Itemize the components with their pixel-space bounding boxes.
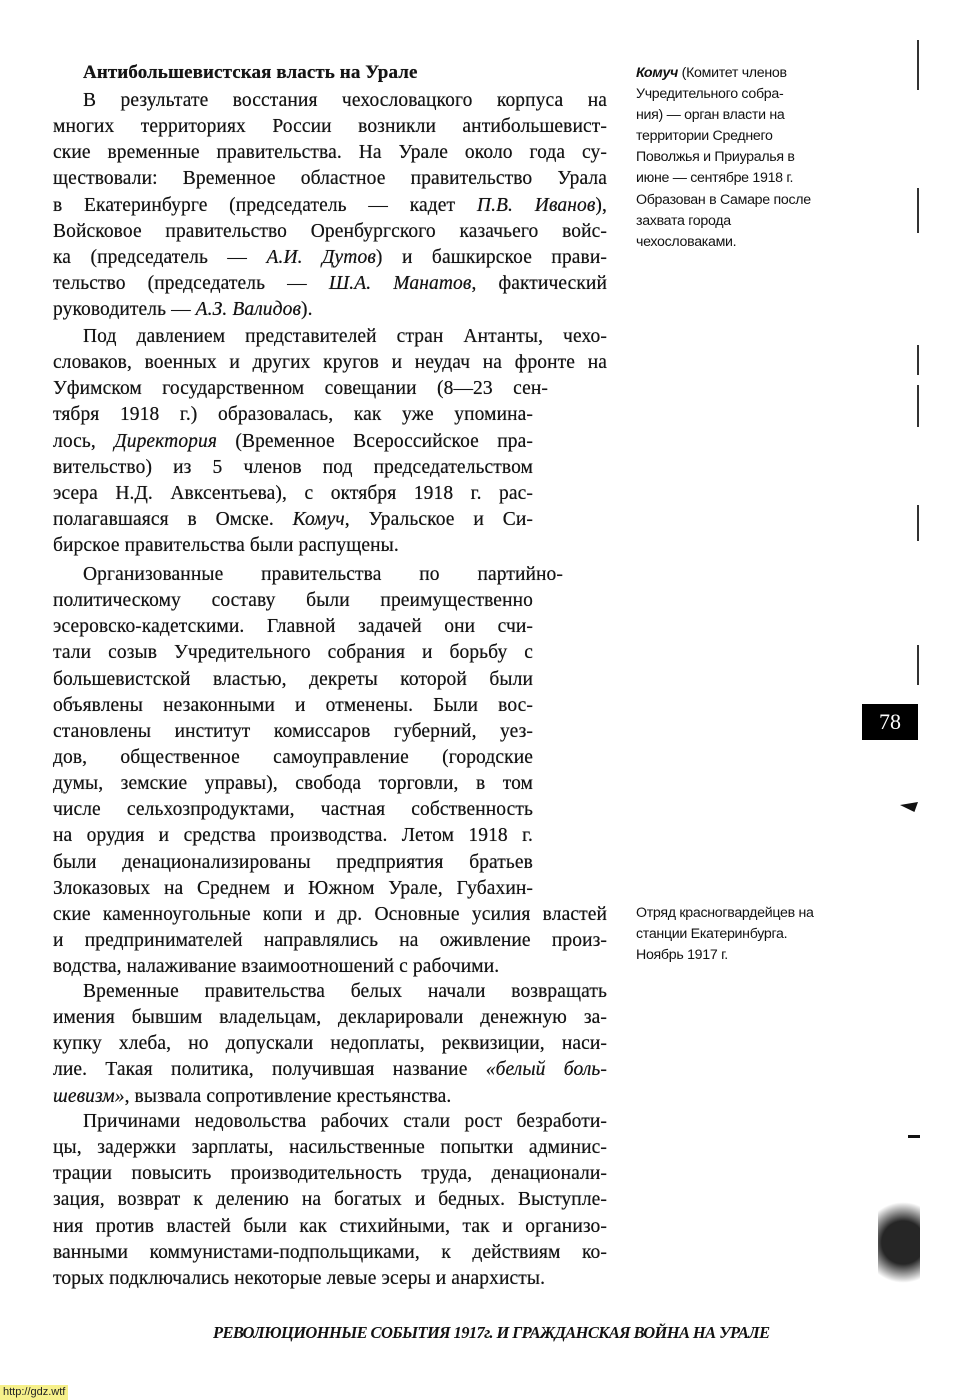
text-line bbox=[53, 928, 607, 954]
sidebar-note-line: Образован в Самаре после bbox=[636, 191, 811, 208]
text-line bbox=[53, 140, 607, 166]
text-segment: политическому составу были преимущественно bbox=[53, 590, 533, 612]
text-segment: торых подключались некоторые левые эсеры и анархисты. bbox=[53, 1267, 546, 1289]
text-segment: в Екатеринбурге (председатель — кадет bbox=[53, 194, 477, 216]
scan-speck bbox=[900, 802, 918, 812]
margin-rule bbox=[917, 385, 919, 427]
text-segment: ские каменноугольные копи и др. Основные усилия властей bbox=[53, 903, 607, 925]
italic-term: П.В. Иванов bbox=[476, 194, 596, 216]
text-segment: ) и башкирское прави- bbox=[375, 246, 607, 268]
section-heading: Антибольшевистская власть на Урале bbox=[83, 62, 418, 83]
text-segment: трации повысить производительность труда, денационали- bbox=[53, 1163, 607, 1185]
text-segment: (Временное Всероссийское пра- bbox=[217, 430, 533, 452]
text-segment: В результате восстания чехословацкого корпуса на bbox=[83, 90, 607, 111]
text-segment: лие. Такая политика, получившая название bbox=[53, 1059, 486, 1081]
sidebar-note-line: ния) — орган власти на bbox=[636, 107, 785, 124]
text-segment: , Уральское и Си- bbox=[344, 508, 533, 530]
text-segment: цы, задержки зарплаты, насильственные попытки админис- bbox=[53, 1137, 607, 1159]
text-segment: ), bbox=[595, 194, 607, 216]
caption-line: Ноябрь 1917 г. bbox=[636, 947, 728, 964]
text-segment: Причинами недовольства рабочих стали рост безработи- bbox=[83, 1111, 607, 1132]
text-segment: Под давлением представителей стран Антанты, чехо- bbox=[83, 326, 607, 347]
text-segment: эсера Н.Д. Авксентьева), с октября 1918 г. рас- bbox=[53, 482, 533, 504]
text-line bbox=[53, 455, 533, 481]
text-segment: числе сельхозпродуктами, частная собственность bbox=[53, 799, 533, 821]
text-segment: думы, земские управы), свобода торговли, в том bbox=[53, 773, 533, 795]
text-segment: дов, общественное самоуправление (городские bbox=[53, 746, 533, 768]
text-line bbox=[53, 640, 533, 666]
text-segment: и предпринимателей направлялись на оживление произ- bbox=[53, 929, 607, 951]
text-segment: ). bbox=[301, 299, 313, 321]
text-segment: Уфимском государственном совещании (8—23 сен- bbox=[53, 378, 548, 400]
text-segment: купку хлеба, но допускали недоплаты, реквизиции, наси- bbox=[53, 1033, 607, 1055]
paragraph bbox=[53, 562, 607, 980]
text-line bbox=[53, 614, 533, 640]
text-line bbox=[53, 1161, 607, 1187]
watermark-link[interactable]: http://gdz.wtf bbox=[0, 1385, 68, 1400]
text-line bbox=[53, 507, 533, 533]
margin-rule bbox=[917, 345, 919, 375]
text-line bbox=[53, 166, 607, 192]
text-line bbox=[53, 533, 533, 559]
text-line bbox=[53, 954, 607, 980]
italic-term: А.И. Дутов bbox=[266, 246, 376, 268]
text-segment: ния против властей были как стихийными, так и организо- bbox=[53, 1215, 607, 1237]
text-line bbox=[53, 297, 607, 323]
text-segment: лось, bbox=[53, 430, 115, 452]
text-line bbox=[53, 1135, 607, 1161]
text-line bbox=[53, 376, 548, 402]
text-segment: ществовали: Временное областное правительство Урала bbox=[53, 168, 607, 190]
italic-term: шевизм» bbox=[53, 1085, 125, 1107]
text-segment: Войсковое правительство Оренбургского казачьего войс- bbox=[53, 220, 607, 242]
text-segment: , вызвала сопротивление крестьянства. bbox=[124, 1085, 452, 1107]
text-line bbox=[53, 429, 533, 455]
sidebar-note-line: территории Среднего bbox=[636, 128, 773, 145]
text-line bbox=[53, 588, 533, 614]
text-line bbox=[53, 562, 563, 588]
sidebar-note-line: чехословаками. bbox=[636, 233, 737, 250]
text-line bbox=[53, 402, 533, 428]
text-line bbox=[53, 245, 607, 271]
sidebar-note-line: июне — сентябре 1918 г. bbox=[636, 170, 794, 187]
text-line bbox=[53, 350, 607, 376]
text-segment: тельство (председатель — bbox=[53, 272, 329, 294]
text-line bbox=[53, 193, 607, 219]
text-segment: руководитель — bbox=[53, 299, 196, 321]
text-line bbox=[53, 1266, 607, 1292]
italic-term: Комуч bbox=[292, 508, 345, 530]
text-line bbox=[53, 271, 607, 297]
text-line bbox=[53, 771, 533, 797]
sidebar-note-line: Учредительного собра- bbox=[636, 86, 784, 103]
paragraph bbox=[53, 979, 607, 1110]
sidebar-note-line: захвата города bbox=[636, 212, 731, 229]
text-line bbox=[53, 88, 607, 114]
text-segment: бирское правительства были распущены. bbox=[53, 535, 399, 557]
text-line bbox=[53, 719, 533, 745]
text-segment: полагавшаяся в Омске. bbox=[53, 508, 293, 530]
text-line bbox=[53, 1187, 607, 1213]
page-number-badge: 78 bbox=[862, 704, 918, 740]
margin-rule bbox=[917, 40, 919, 90]
text-segment: объявлены незаконными и отменены. Были вос- bbox=[53, 694, 533, 716]
text-line bbox=[53, 1031, 607, 1057]
text-segment: водства, налаживание взаимоотношений с рабочими. bbox=[53, 956, 500, 978]
text-segment: Временные правительства белых начали возвращать bbox=[83, 981, 607, 1002]
text-segment: словаков, военных и других кругов и неудач на фронте на bbox=[53, 352, 607, 374]
text-segment: становлены институт комиссаров губерний, уез- bbox=[53, 720, 533, 742]
sidebar-note-line: Комуч (Комитет членов bbox=[636, 65, 787, 81]
caption-line: Отряд красногвардейцев на bbox=[636, 905, 814, 921]
paragraph bbox=[53, 88, 607, 323]
text-line bbox=[53, 823, 533, 849]
text-line bbox=[53, 1240, 607, 1266]
paragraph bbox=[53, 324, 607, 559]
text-segment: ванными коммунистами-подпольщиками, к действиям ко- bbox=[53, 1241, 607, 1263]
text-line bbox=[53, 902, 607, 928]
sidebar-note-line: Поволжья и Приуралья в bbox=[636, 149, 795, 166]
text-line bbox=[53, 797, 533, 823]
text-segment: ские временные правительства. На Урале около года су- bbox=[53, 142, 607, 164]
text-segment: Организованные правительства по партийно- bbox=[83, 564, 563, 585]
text-line bbox=[53, 114, 607, 140]
text-line bbox=[53, 481, 533, 507]
text-segment: имения бывшим владельцам, декларировали денежную за- bbox=[53, 1007, 607, 1029]
text-line bbox=[53, 745, 533, 771]
italic-term: Ш.А. Манатов bbox=[328, 272, 472, 294]
sidebar-note-komuch bbox=[636, 63, 811, 253]
text-line bbox=[53, 1005, 607, 1031]
text-line bbox=[53, 324, 607, 350]
margin-rule bbox=[917, 188, 919, 233]
text-segment: многих территориях России возникли антибольшевист- bbox=[53, 116, 607, 138]
paragraph bbox=[53, 1109, 607, 1292]
text-line bbox=[53, 850, 533, 876]
running-footer: РЕВОЛЮЦИОННЫЕ СОБЫТИЯ 1917г. И ГРАЖДАНСКАЯ ВОЙНА НА УРАЛЕ bbox=[213, 1323, 770, 1342]
text-line bbox=[53, 693, 533, 719]
text-line bbox=[53, 1084, 607, 1110]
italic-term: Директория bbox=[114, 430, 218, 452]
italic-term: А.З. Валидов bbox=[195, 299, 302, 321]
caption-line: станции Екатеринбурга. bbox=[636, 926, 788, 943]
text-line bbox=[53, 667, 533, 693]
sidebar-term: Комуч bbox=[636, 65, 679, 81]
text-segment: на орудия и средства производства. Летом 1918 г. bbox=[53, 825, 533, 847]
margin-rule bbox=[917, 645, 919, 685]
text-segment: были денационализированы предприятия братьев bbox=[53, 851, 533, 873]
text-segment: , фактический bbox=[471, 272, 607, 294]
photo-caption bbox=[636, 903, 814, 966]
text-segment: ка (председатель — bbox=[53, 246, 267, 268]
text-line bbox=[53, 1057, 607, 1083]
text-line bbox=[53, 1214, 607, 1240]
text-line bbox=[53, 1109, 607, 1135]
italic-term: «белый боль- bbox=[485, 1059, 607, 1081]
scan-speck bbox=[908, 1135, 920, 1138]
margin-rule bbox=[917, 505, 919, 541]
text-segment: тали созыв Учредительного собрания и борьбу с bbox=[53, 642, 533, 664]
text-segment: тября 1918 г.) образовалась, как уже упомина- bbox=[53, 404, 533, 426]
text-line bbox=[53, 979, 607, 1005]
text-segment: Злоказовых на Среднем и Южном Урале, Губахин- bbox=[53, 877, 533, 899]
text-segment: эсеровско-кадетскими. Главной задачей они счи- bbox=[53, 616, 533, 638]
text-segment: большевистской властью, декреты которой были bbox=[53, 668, 533, 690]
text-segment: вительство) из 5 членов под председательством bbox=[53, 456, 533, 478]
text-line bbox=[53, 219, 607, 245]
text-line bbox=[53, 876, 533, 902]
photo-fragment bbox=[878, 1195, 920, 1290]
text-segment: зация, возврат к делению на богатых и бедных. Выступле- bbox=[53, 1189, 607, 1211]
